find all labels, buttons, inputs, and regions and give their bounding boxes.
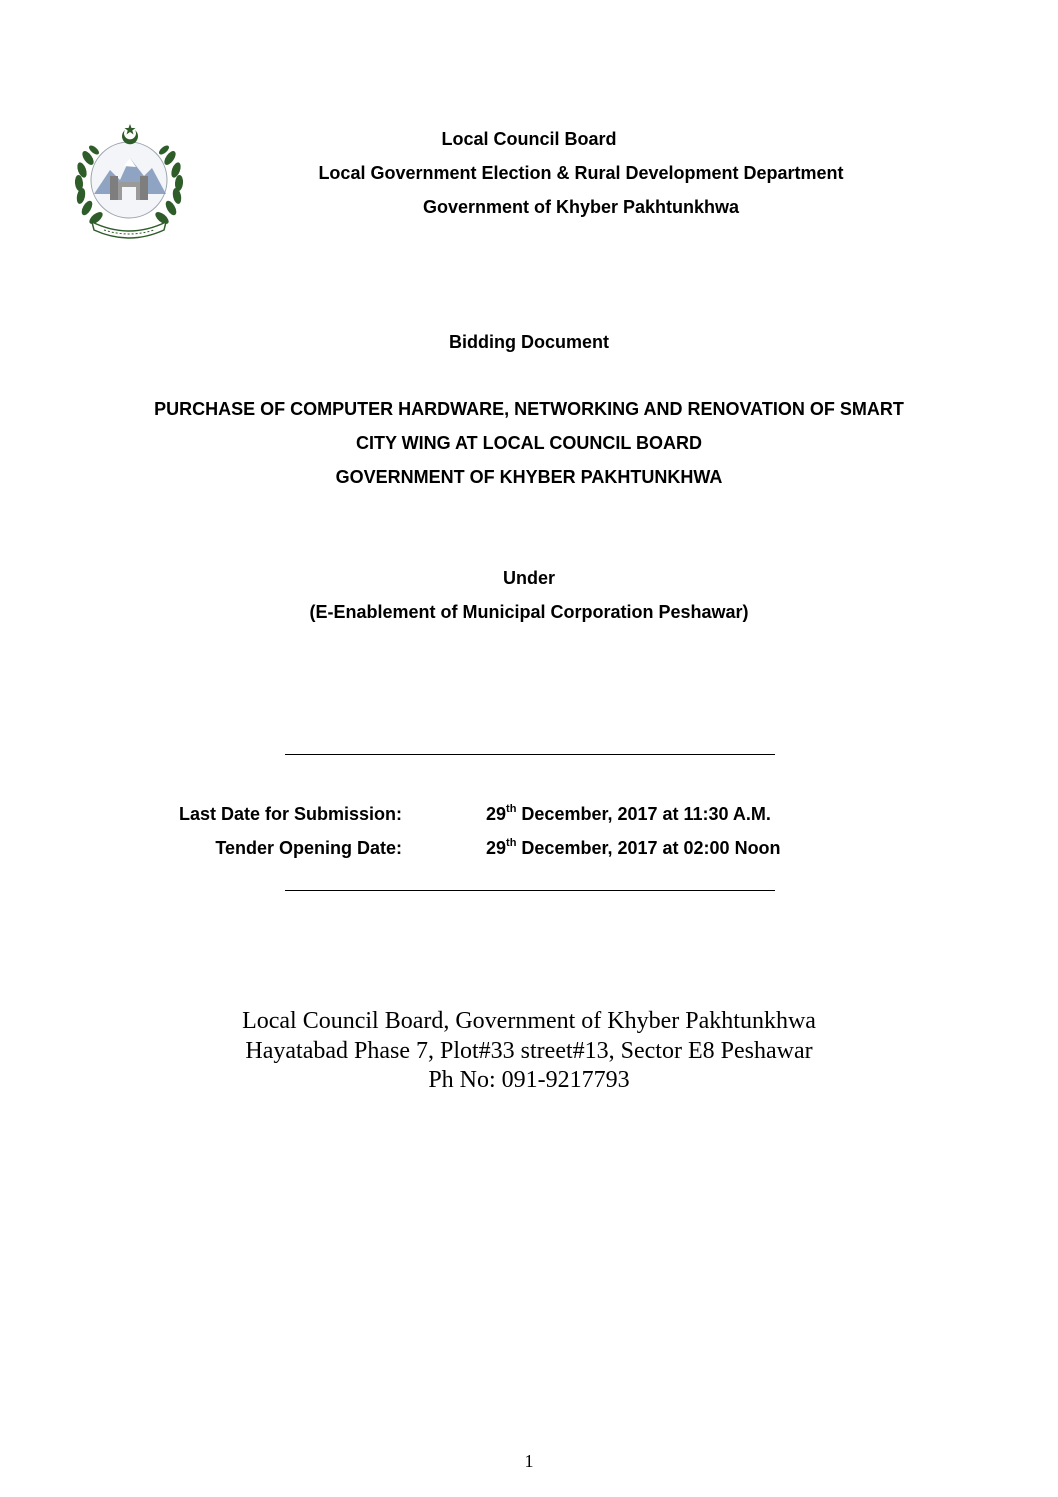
program-name: (E-Enablement of Municipal Corporation Peshawar) [309, 602, 749, 622]
under-label: Under [502, 568, 555, 588]
opening-date-value [486, 836, 781, 860]
opening-day-suffix: th [506, 837, 517, 849]
submission-date-value [486, 802, 771, 826]
document-type: Bidding Document [449, 332, 609, 352]
org-name-line2: Local Government Election & Rural Development Department [318, 163, 844, 183]
document-title-line1: PURCHASE OF COMPUTER HARDWARE, NETWORKING AND RENOVATION OF SMART [154, 399, 904, 419]
opening-date-rest: December, 2017 at 02:00 Noon [516, 838, 781, 858]
submission-date-label: Last Date for Submission: [178, 804, 402, 824]
org-name-line1: Local Council Board [441, 129, 617, 149]
address-line2: Hayatabad Phase 7, Plot#33 street#13, Sector E8 Peshawar [245, 1038, 813, 1064]
org-name-line3: Government of Khyber Pakhtunkhwa [422, 197, 740, 217]
bottom-divider [285, 890, 775, 891]
submission-day: 29 [486, 804, 507, 824]
page-number: 1 [524, 1451, 534, 1471]
submission-date-rest: December, 2017 at 11:30 A.M. [516, 804, 771, 824]
address-phone: Ph No: 091-9217793 [428, 1067, 630, 1093]
document-title-line2: CITY WING AT LOCAL COUNCIL BOARD [356, 433, 702, 453]
submission-date-row [0, 802, 1058, 826]
address-line1: Local Council Board, Government of Khyber Pakhtunkhwa [242, 1008, 816, 1034]
opening-date-row [0, 836, 1058, 860]
opening-date-label: Tender Opening Date: [215, 838, 402, 858]
submission-day-suffix: th [506, 803, 517, 815]
top-divider [285, 754, 775, 755]
opening-day: 29 [486, 838, 507, 858]
document-title-line3: GOVERNMENT OF KHYBER PAKHTUNKHWA [335, 467, 723, 487]
